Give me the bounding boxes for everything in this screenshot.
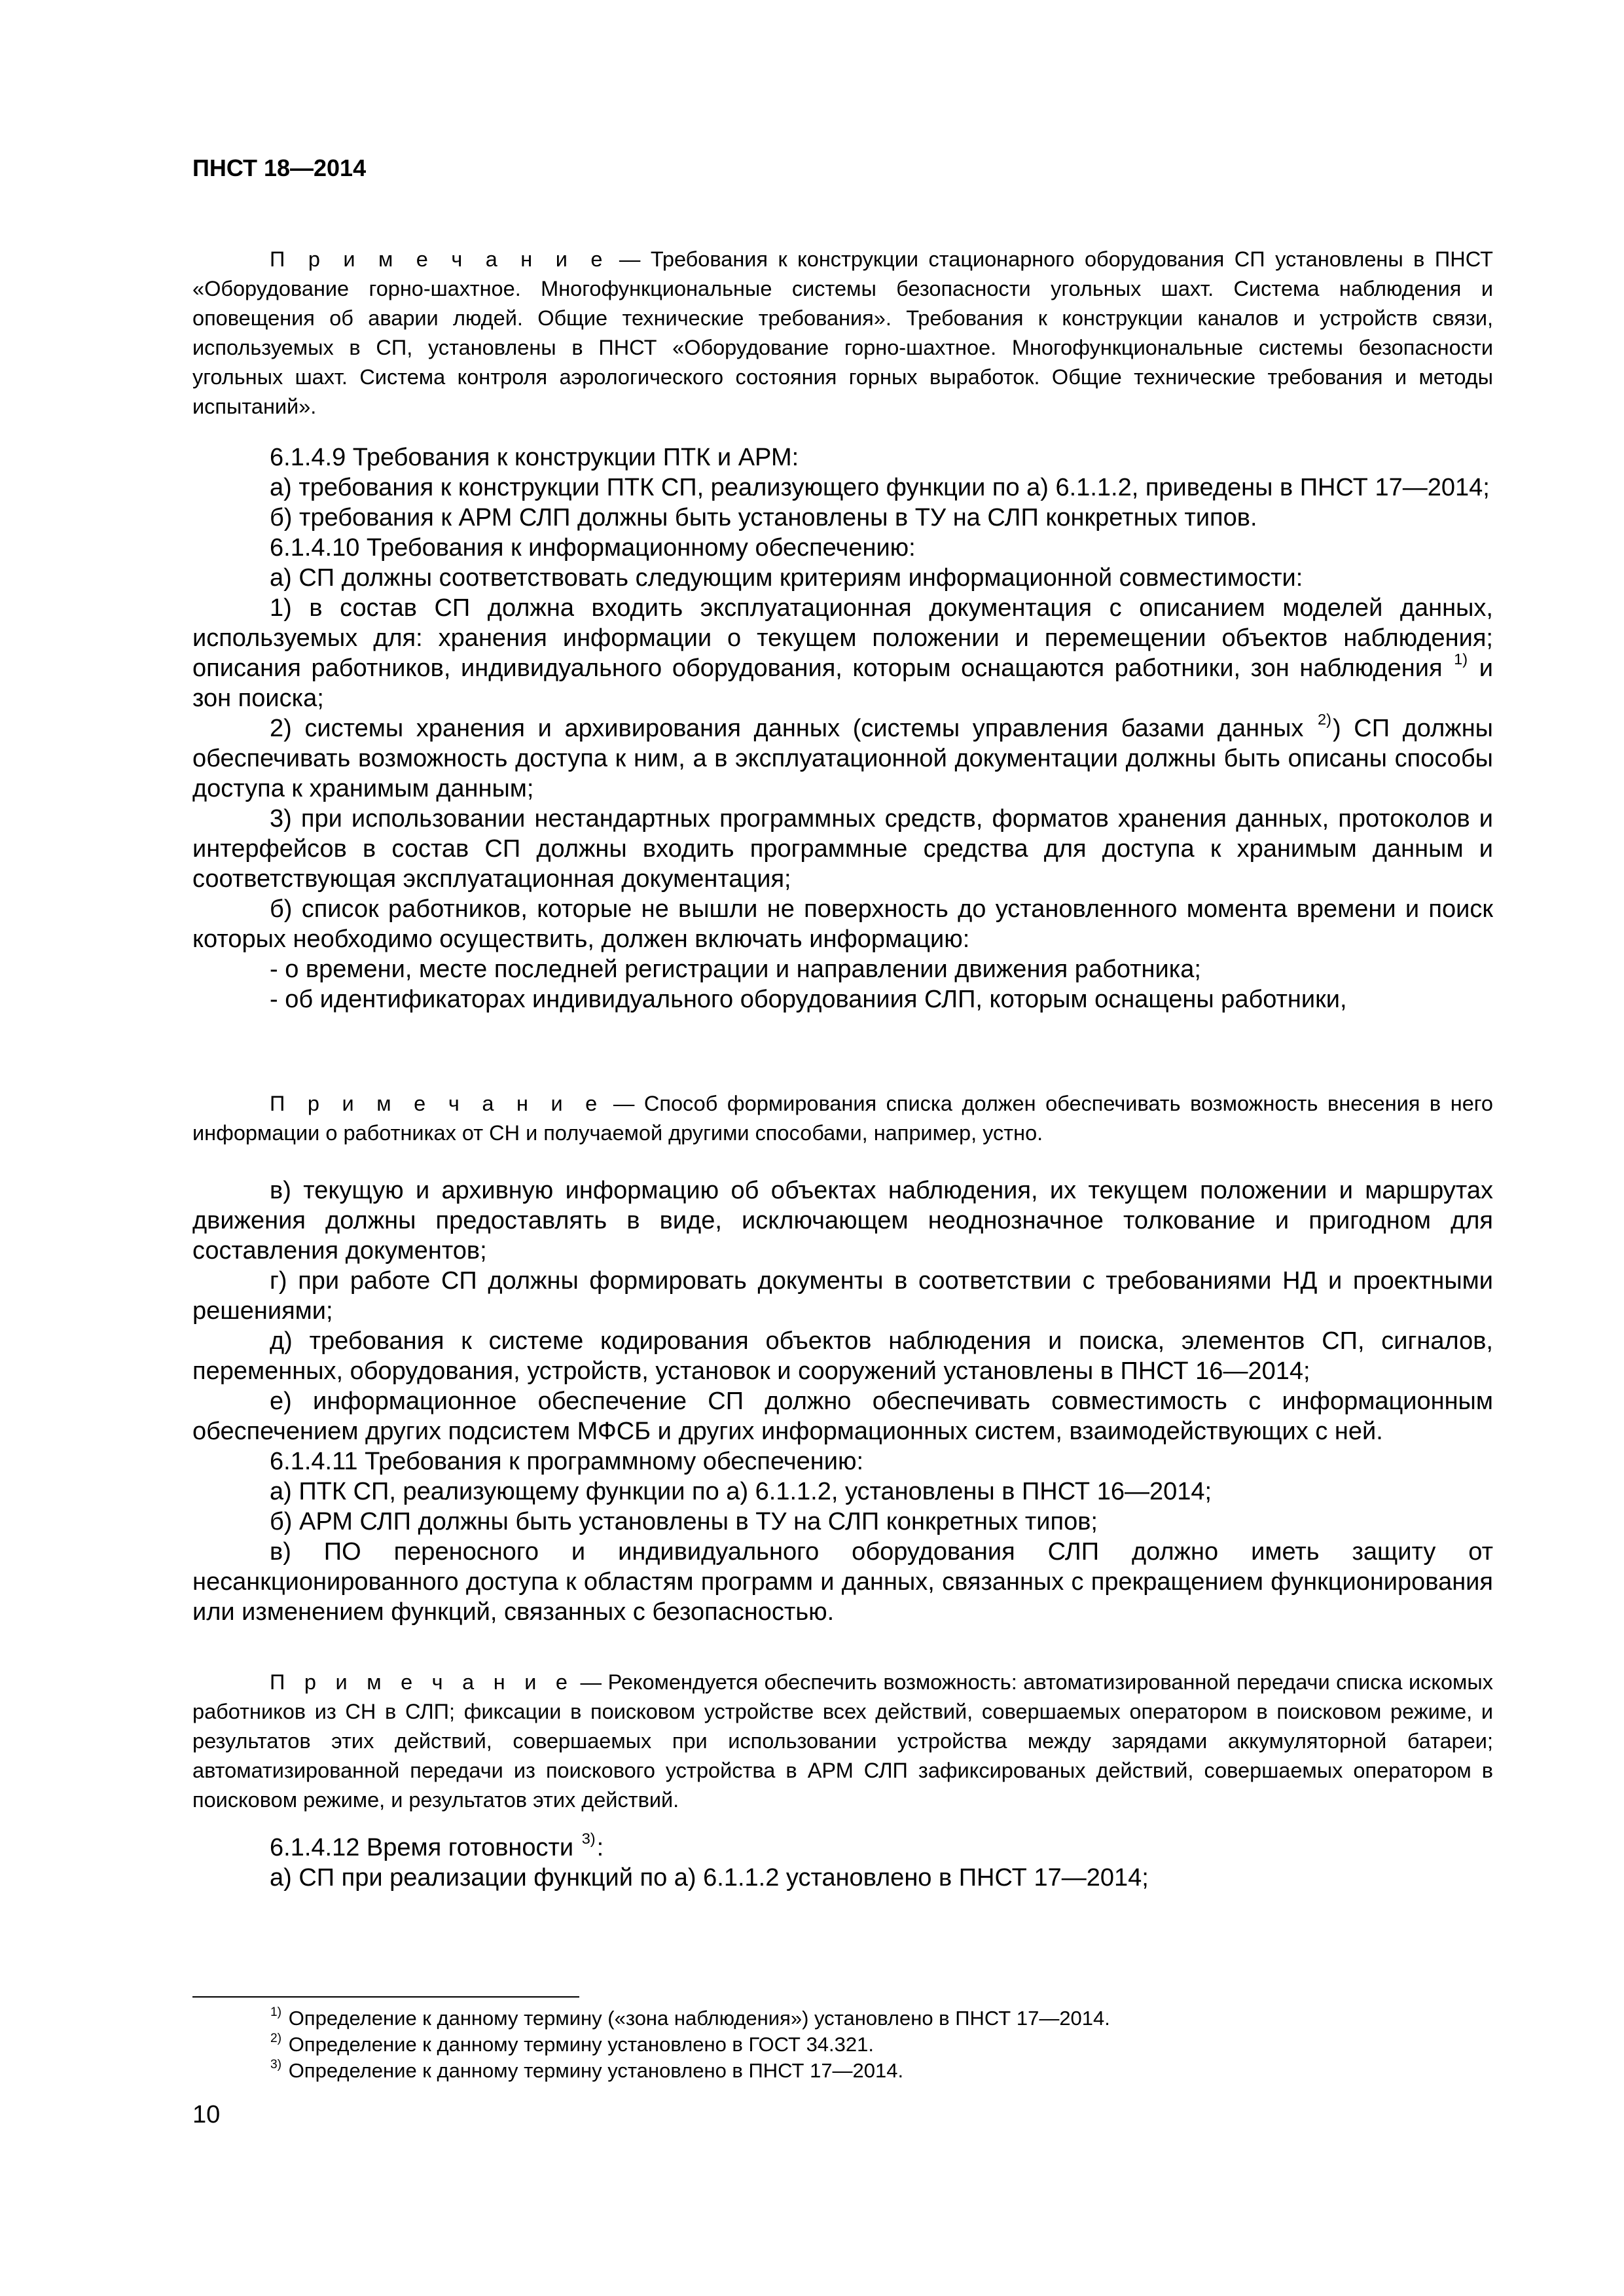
note-label: П р и м е ч а н и е xyxy=(270,247,609,271)
footnote-1: $^{1)}$ Определение к данному термину («зона наблюдения») установлено в ПНСТ 17—2014. xyxy=(270,2005,1110,2030)
paragraph-e-compatibility: е) информационное обеспечение СП должно обеспечивать совместимость с информационным обеспечением других подсистем МФСБ и других информационных систем, взаимодействующих с ней. xyxy=(192,1388,1493,1445)
page-number: 10 xyxy=(192,2101,221,2128)
paragraph-a-ptk-software: а) ПТК СП, реализующему функции по а) 6.1.1.2, установлены в ПНСТ 16—2014; xyxy=(270,1478,1212,1505)
paragraph-b-arm-design: б) требования к АРМ СЛП должны быть установлены в ТУ на СЛП конкретных типов. xyxy=(270,504,1257,531)
note-3 xyxy=(192,1668,1493,1815)
footnotes xyxy=(269,2005,1110,2084)
paragraph-a-ptk-design: а) требования к конструкции ПТК СП, реализующего функции по а) 6.1.1.2, приведены в ПНСТ 17—2014; xyxy=(270,474,1490,501)
note-2-text: — Способ формирования списка должен обеспечивать возможность внесения в него информации о работниках от СН и получаемой другими способами, например, устно. xyxy=(192,1092,1493,1145)
footnote-2: $^{2)}$ Определение к данному термину установлено в ГОСТ 34.321. xyxy=(270,2031,874,2056)
paragraph-6-1-4-10: 6.1.4.10 Требования к информационному обеспечению: xyxy=(270,534,916,562)
paragraph-a-readiness: а) СП при реализации функций по а) 6.1.1.2 установлено в ПНСТ 17—2014; xyxy=(270,1864,1149,1892)
footnote-separator xyxy=(192,1996,579,1998)
section-readiness xyxy=(192,1830,1493,1893)
footnote-3: $^{3)}$ Определение к данному термину установлено в ПНСТ 17—2014. xyxy=(270,2057,904,2082)
paragraph-1-documentation: 1) в состав СП должна входить эксплуатационная документация с описанием моделей данных, используемых для: хранения информации о текущем положении и перемещении объектов наблюдения; описания работников, индивидуального оборудования, которым оснащаются работники, зон наблюдения $^{1)}$ и зон поиска; xyxy=(192,594,1493,712)
section-ptk-arm-info xyxy=(192,442,1493,1014)
note-1 xyxy=(192,245,1493,422)
paragraph-v-current-info: в) текущую и архивную информацию об объектах наблюдения, их текущем положении и маршрутах движения должны предоставлять в виде, исключающем неоднозначное толкование и пригодном для составления документов; xyxy=(192,1177,1493,1265)
paragraph-a-compatibility: а) СП должны соответствовать следующим критериям информационной совместимости: xyxy=(270,564,1303,592)
list-item-time-place: - о времени, месте последней регистрации и направлении движения работника; xyxy=(270,956,1201,983)
note-3-text: — Рекомендуется обеспечить возможность: автоматизированной передачи списка искомых работников из СН в СЛП; фиксации в поисковом устройстве всех действий, совершаемых оператором в поисковом режиме, и результатов этих действий, совершаемых при использовании устройства между зарядами аккумуляторной батареи; автоматизированной передачи из поискового устройства в АРМ СЛП зафиксированых действий, совершаемых оператором в поисковом режиме, и результатов этих действий. xyxy=(192,1670,1493,1812)
paragraph-6-1-4-9: 6.1.4.9 Требования к конструкции ПТК и АРМ: xyxy=(270,444,799,471)
list-item-identifiers: - об идентификаторах индивидуального оборудованиия СЛП, которым оснащены работники, xyxy=(270,986,1347,1013)
note-label: П р и м е ч а н и е xyxy=(270,1670,574,1694)
footnote-ref-3: 3) xyxy=(581,1830,596,1848)
paragraph-b-arm-software: б) АРМ СЛП должны быть установлены в ТУ на СЛП конкретных типов; xyxy=(270,1508,1098,1535)
note-1-text: — Требования к конструкции стационарного оборудования СП установлены в ПНСТ «Оборудование горно-шахтное. Многофункциональные системы безопасности угольных шахт. Система наблюдения и оповещения об аварии людей. Общие технические требования». Требования к конструкции каналов и устройств связи, используемых в СП, установлены в ПНСТ «Оборудование горно-шахтное. Многофункциональные системы безопасности угольных шахт. Система контроля аэрологического состояния горных выработок. Общие технические требования и методы испытаний». xyxy=(192,247,1493,418)
note-label: П р и м е ч а н и е xyxy=(270,1092,604,1115)
paragraph-2-storage: 2) системы хранения и архивирования данных (системы управления базами данных $^{2)}$) СП должны обеспечивать возможность доступа к ним, а в эксплуатационной документации должны быть описаны способы доступа к хранимым данным; xyxy=(192,711,1493,802)
paragraph-g-documents: г) при работе СП должны формировать документы в соответствии с требованиями НД и проектными решениями; xyxy=(192,1267,1493,1325)
paragraph-6-1-4-12: 6.1.4.12 Время готовности $^{3)}$: xyxy=(270,1830,604,1861)
section-info-software xyxy=(192,1175,1493,1627)
paragraph-3-nonstandard: 3) при использовании нестандартных программных средств, форматов хранения данных, протоколов и интерфейсов в состав СП должны входить программные средства для доступа к хранимым данным и соответствующая эксплуатационная документация; xyxy=(192,805,1493,893)
document-code-header: ПНСТ 18—2014 xyxy=(192,154,367,181)
paragraph-v-protection: в) ПО переносного и индивидуального оборудования СЛП должно иметь защиту от несанкционированного доступа к областям программ и данных, связанных с прекращением функционирования или изменением функций, связанных с безопасностью. xyxy=(192,1538,1493,1626)
note-2 xyxy=(192,1089,1493,1148)
paragraph-6-1-4-11: 6.1.4.11 Требования к программному обеспечению: xyxy=(270,1448,864,1475)
footnote-ref-1: 1) xyxy=(1454,651,1468,668)
paragraph-b-worker-list: б) список работников, которые не вышли не поверхность до установленного момента времени и поиск которых необходимо осуществить, должен включать информацию: xyxy=(192,895,1493,953)
footnote-ref-2: 2) xyxy=(1318,711,1331,728)
paragraph-d-coding: д) требования к системе кодирования объектов наблюдения и поиска, элементов СП, сигналов, переменных, оборудования, устройств, установок и сооружений установлены в ПНСТ 16—2014; xyxy=(192,1327,1493,1385)
